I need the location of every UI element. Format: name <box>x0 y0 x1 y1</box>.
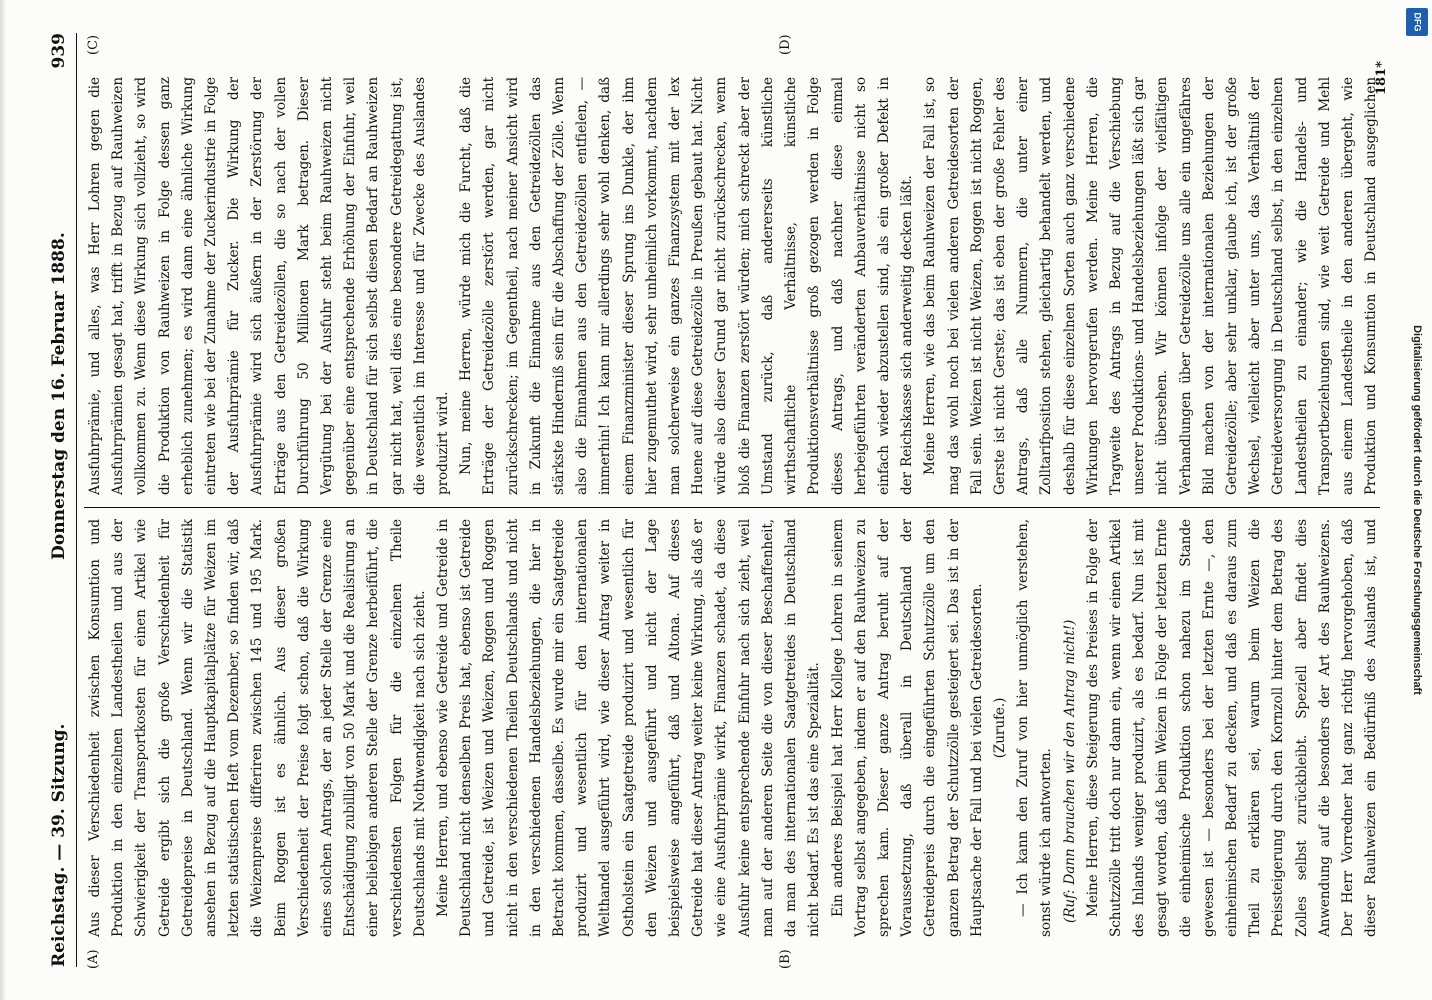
page-number: 939 <box>49 33 69 69</box>
paragraph: Ein anderes Beispiel hat Herr Kollege Lohren in seinem Vortrag selbst angegeben, indem er auf den Rauhweizen zu sprechen kam. Dieser ganze Antrag beruht auf der Voraussetzung, daß überall in Deutschland der Getreidepreis durch die eingeführten Schutzzölle um den ganzen Betrag der Schutzzölle gesteigert sei. Das ist in der Hauptsache der Fall und bei vielen Getreidesorten. <box>829 519 985 937</box>
binding-edge <box>0 0 6 1000</box>
document-page <box>16 5 1416 995</box>
margin-marker-b: (B) <box>778 949 793 969</box>
margin-marker-d: (D) <box>778 34 793 55</box>
paragraph: Meine Herren, diese Steigerung des Preises in Folge der Schutzzölle tritt doch nur dann ein, wenn wir einen Artikel des Inlands weniger produzirt, als es bedarf. Nun ist mit gesagt worden, daß beim Weizen in Folge der letzten Ernte die einheimische Produktion schon nahezu im Stande gewesen ist — besonders bei der letzten Ernte —, den einheimischen Bedarf zu decken, und daß es daraus zum Theil zu erklären sei, warum beim Weizen die Preissteigerung durch den Kornzoll hinter dem Betrag des Zolles selbst zurückbleibt. Speziell aber findet dies Anwendung auf die besonders der Art des Rauhweizens. Der Herr Vorredner hat ganz richtig hervorgehoben, daß dieser Rauhweizen ein Bedürfniß des Auslands ist, und <box>1084 519 1380 937</box>
dfg-logo <box>1406 8 1428 36</box>
credit-strip <box>1405 40 1429 980</box>
header-left: Reichstag. — 39. Sitzung. <box>49 723 69 967</box>
paragraph: Ausfuhrprämie, und alles, was Herr Lohren gegen die Ausfuhrprämien gesagt hat, trifft in Bezug auf Rauhweizen vollkommen zu. Wenn diese Wirkung sich vollzieht, so wird die Produktion von Rauhweizen in Folge dessen ganz erheblich zunehmen; es wird dann eine ähnliche Wirkung eintreten wie bei der Zunahme der Zuckerindustrie in Folge der Ausfuhrprämie für Zucker. Die Wirkung der Ausfuhrprämie wird sich äußern in der Zerstörung der Erträge aus den Getreidezöllen, die so nach der vollen Durchführung 50 Millionen Mark betragen. Dieser Vergütung bei der Ausfuhr steht beim Rauhweizen nicht gegenüber eine entsprechende Erhöhung der Einfuhr, weil in Deutschland für sich selbst diesen Bedarf an Rauhweizen gar nicht hat, weil dies eine besondere Getreidegattung ist, die wesentlich im Interesse und für Zwecke des Auslandes produzirt wird. <box>87 77 452 495</box>
paragraph: Meine Herren, wie das beim Rauhweizen der Fall ist, so mag das wohl noch bei vielen anderen Getreidesorten der Fall sein. Weizen ist nicht Weizen, Roggen ist nicht Roggen, Gerste ist nicht Gerste; das ist eben der große Fehler des Antrags, daß alle Nummern, die unter einer Zolltarifposition stehen, gleichartig behandelt werden, und deshalb für diese einzelnen Sorten auch ganz verschiedene Wirkungen hervorgerufen werden. Meine Herren, die Tragweite des Antrags in Bezug auf die Verschiebung unserer Produktions- und Handelsbeziehungen läßt sich gar nicht übersehen. Wir können infolge der vielfältigen Verhandlungen über Getreidezölle uns alle ein ungefähres Bild machen von der internationalen Beziehungen der Getreidezölle; aber sehr unklar, glaube ich, ist der große Wechsel, vielleicht aber unter uns, das Verhältniß der Getreideversorgung in Deutschland selbst, in den einzelnen Landestheilen zu einander; wie die Handels- und Transportbeziehungen sind, wie weit Getreide und Mehl aus einem Landestheile in den anderen übergeht, wie Produktion und Konsumtion in Deutschland ausgeglichen <box>922 77 1380 495</box>
interjection: (Ruf: Dann brauchen wir den Antrag nicht!) <box>1061 619 1078 923</box>
paragraph: Nun, meine Herren, würde mich die Furcht, daß die Erträge der Getreidezölle zerstört werden, gar nicht zurückschrecken; im Gegentheil, nach meiner Ansicht wird in Zukunft die Einnahme aus den Getreidezöllen das stärkste Hinderniß sein für die Abschaffung der Zölle. Wenn also die Einnahmen aus den Getreidezöllen entfielen, — immerhin! Ich kann mir allerdings sehr wohl denken, daß einem Finanzminister dieser Sprung ins Dunkle, der ihm hier zugemuthet wird, sehr unheimlich vorkommt, nachdem man solcherweise ein ganzes Finanzsystem mit der lex Huene auf diese Getreidezölle in Preußen gebaut hat. Nicht würde also dieser Grund gar nicht zurückschrecken, wenn bloß die Finanzen zerstört würden; mich schreckt aber der Umstand zurück, daß andererseits künstliche wirthschaftliche Verhältnisse, künstliche Produktionsverhältnisse groß gezogen werden in Folge dieses Antrags, und daß nachher diese einmal herbeigeführten veränderten Anbauverhältnisse nicht so einfach wieder abzustellen sind, als ein großer Defekt in der Reichskasse sich anderweitig decken läßt. <box>458 77 916 495</box>
header-center: Donnerstag den 16. Februar 1888. <box>49 232 69 560</box>
paragraph: Meine Herren, und ebenso wie Getreide und Getreide in Deutschland nicht denselben Preis hat, ebenso ist Getreide und Getreide, ist Weizen und Weizen, Roggen und Roggen nicht in den verschiedenen Theilen Deutschlands und nicht in den verschiedenen Handelsbeziehungen, die hier in Betracht kommen, dasselbe. Es wurde mir ein Saatgetreide produzirt und wesentlich für den internationalen Welthandel ausgeführt wird, wie dieser Antrag weiter in Ostholstein ein Saatgetreide produzirt und wesentlich für den Weizen und ausgeführt und nicht der Lage beispielsweise angeführt, daß und Altona. Auf dieses Getreide hat dieser Antrag weiter keine Wirkung, als daß er wie eine Ausfuhrprämie wirkt, Finanzen schadet, da diese Ausfuhr keine entsprechende Einfuhr nach sich zieht, weil man auf der anderen Seite die von dieser Beschaffenheit, da man des internationalen Saatgetreides in Deutschland nicht bedarf. Es ist das eine Spezialität. <box>435 519 823 937</box>
interjection: (Zurufe.) <box>991 697 1008 759</box>
dfg-logo-text: DFG <box>1412 12 1422 32</box>
paragraph: — Ich kann den Zuruf von hier unmöglich verstehen, sonst würde ich antworten. <box>1015 519 1055 937</box>
digitization-credit: Digitalisierung gefördert durch die Deutsche Forschungsgemeinschaft <box>1411 325 1423 695</box>
paragraph: Aus dieser Verschiedenheit zwischen Konsumtion und Produktion in den einzelnen Landestheilen und aus der Schwierigkeit der Transportkosten für einen Artikel wie Getreide ergibt sich die große Verschiedenheit für Getreidepreise in Deutschland. Wenn wir die Statistik ansehen in Bezug auf die Hauptkapitalplätze für Weizen im letzten statistischen Heft vom Dezember, so finden wir, daß die Weizenpreise differiren zwischen 145 und 195 Mark. Beim Roggen ist es ähnlich. Aus dieser großen Verschiedenheit der Preise folgt schon, daß die Wirkung eines solchen Antrags, der an jeder Stelle der Grenze eine Entschädigung zubilligt von 50 Mark und die Realisirung an einer beliebigen anderen Stelle der Grenze herbeiführt, die verschiedensten Folgen für die einzelnen Theile Deutschlands mit Nothwendigkeit nach sich zieht. <box>87 519 428 937</box>
margin-marker-c: (C) <box>86 34 101 55</box>
margin-marker-a: (A) <box>86 949 101 969</box>
header-rule <box>76 33 77 967</box>
column-divider <box>84 507 1380 508</box>
right-column <box>84 77 1386 495</box>
page-signature: 181* <box>1374 61 1389 95</box>
left-column <box>84 519 1386 937</box>
page-header <box>46 33 72 967</box>
